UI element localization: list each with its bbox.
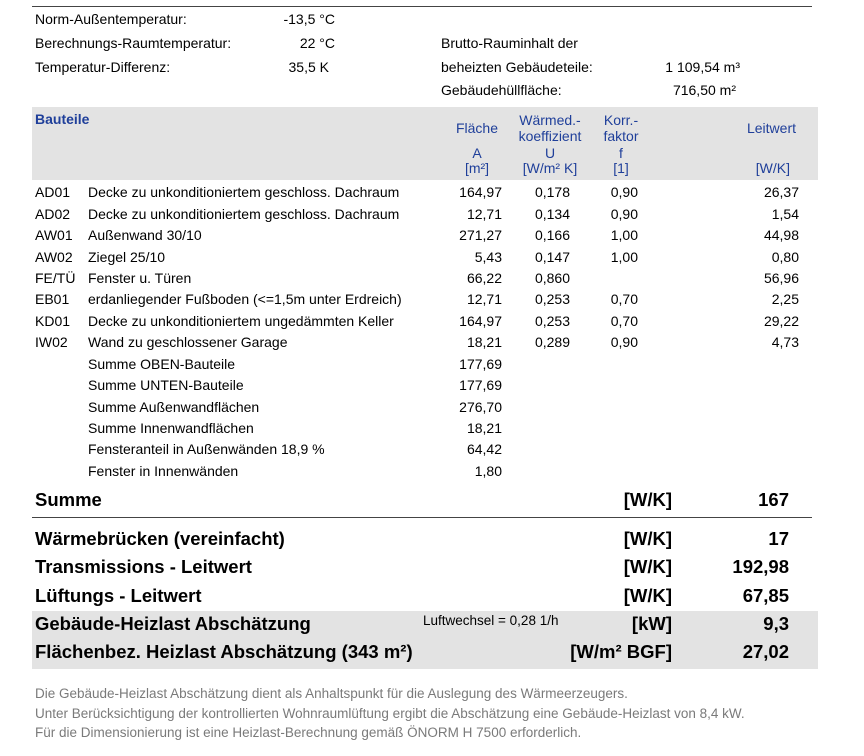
temp-diff-value: 35,5 K bbox=[288, 59, 329, 75]
summe-unit: [W/K] bbox=[623, 489, 672, 510]
row-name: Decke zu unkonditioniertem geschloss. Dachraum bbox=[88, 184, 400, 200]
row-name: Decke zu unkonditioniertem geschloss. Dachraum bbox=[88, 206, 400, 222]
row-u: 0,147 bbox=[534, 249, 570, 265]
row-u: 0,166 bbox=[534, 227, 570, 243]
row-leitwert: 0,80 bbox=[771, 249, 799, 265]
row-leitwert: 56,96 bbox=[763, 270, 799, 286]
footer-line-2: Unter Berücksichtigung der kontrollierten Wohnraumlüftung ergibt die Abschätzung eine Gebäude-Heizlast von 8,4 kW. bbox=[35, 706, 745, 721]
wb-unit: [W/K] bbox=[623, 528, 672, 549]
sum-area: 1,80 bbox=[474, 463, 502, 479]
sum-name: Summe Innenwandflächen bbox=[88, 420, 254, 436]
row-area: 164,97 bbox=[459, 184, 502, 200]
row-leitwert: 2,25 bbox=[771, 291, 799, 307]
row-u: 0,253 bbox=[534, 313, 570, 329]
row-f: 1,00 bbox=[610, 227, 638, 243]
row-code: FE/TÜ bbox=[35, 270, 76, 286]
sum-name: Summe Außenwandflächen bbox=[88, 399, 260, 415]
row-leitwert: 29,22 bbox=[763, 313, 799, 329]
row-code: AD01 bbox=[35, 184, 71, 200]
room-temp-label: Berechnungs-Raumtemperatur: bbox=[35, 35, 232, 51]
row-f: 1,00 bbox=[610, 249, 638, 265]
heizlast-label: Gebäude-Heizlast Abschätzung bbox=[35, 613, 311, 634]
sum-area: 64,42 bbox=[466, 441, 502, 457]
footer-line-3: Für die Dimensionierung ist eine Heizlast-Berechnung gemäß ÖNORM H 7500 erforderlich. bbox=[35, 725, 582, 740]
col-u-unit: [W/m² K] bbox=[522, 160, 578, 176]
col-flaeche-unit: [m²] bbox=[464, 160, 490, 176]
row-area: 164,97 bbox=[459, 313, 502, 329]
summe-label: Summe bbox=[35, 489, 102, 510]
row-u: 0,289 bbox=[534, 334, 570, 350]
sum-name: Fensteranteil in Außenwänden 18,9 % bbox=[88, 441, 325, 457]
row-code: AW01 bbox=[35, 227, 73, 243]
sum-name: Summe OBEN-Bauteile bbox=[88, 356, 236, 372]
luft-label: Lüftungs - Leitwert bbox=[35, 585, 202, 606]
trans-unit: [W/K] bbox=[623, 556, 672, 577]
brutto-value: 1 109,54 m³ bbox=[665, 59, 740, 75]
row-f: 0,90 bbox=[610, 334, 638, 350]
top-rule bbox=[32, 6, 812, 7]
row-f: 0,90 bbox=[610, 206, 638, 222]
row-code: EB01 bbox=[35, 291, 70, 307]
row-area: 5,43 bbox=[474, 249, 502, 265]
heizlast-value: 9,3 bbox=[763, 613, 789, 634]
col-u-sym: U bbox=[544, 145, 556, 161]
row-area: 66,22 bbox=[466, 270, 502, 286]
trans-value: 192,98 bbox=[732, 556, 789, 577]
row-code: AW02 bbox=[35, 249, 73, 265]
row-name: erdanliegender Fußboden (<=1,5m unter Erdreich) bbox=[88, 291, 402, 307]
row-area: 12,71 bbox=[466, 206, 502, 222]
huell-label: Gebäudehüllfläche: bbox=[441, 82, 562, 98]
row-u: 0,253 bbox=[534, 291, 570, 307]
row-name: Außenwand 30/10 bbox=[88, 227, 202, 243]
row-leitwert: 1,54 bbox=[771, 206, 799, 222]
row-leitwert: 26,37 bbox=[763, 184, 799, 200]
sum-name: Summe UNTEN-Bauteile bbox=[88, 377, 244, 393]
col-leitwert: Leitwert bbox=[746, 120, 796, 136]
luft-value: 67,85 bbox=[742, 585, 789, 606]
row-area: 12,71 bbox=[466, 291, 502, 307]
totals-divider bbox=[32, 517, 812, 518]
footer-line-1: Die Gebäude-Heizlast Abschätzung dient als Anhaltspunkt für die Auslegung des Wärmeerzeugers. bbox=[35, 686, 628, 701]
row-name: Ziegel 25/10 bbox=[88, 249, 166, 265]
row-f: 0,70 bbox=[610, 313, 638, 329]
flaechen-heizlast-value: 27,02 bbox=[742, 641, 789, 662]
trans-label: Transmissions - Leitwert bbox=[35, 556, 252, 577]
norm-temp-label: Norm-Außentemperatur: bbox=[35, 11, 187, 27]
row-code: AD02 bbox=[35, 206, 71, 222]
row-name: Wand zu geschlossener Garage bbox=[88, 334, 288, 350]
row-u: 0,178 bbox=[534, 184, 570, 200]
row-area: 18,21 bbox=[466, 334, 502, 350]
luft-unit: [W/K] bbox=[623, 585, 672, 606]
row-name: Decke zu unkonditioniertem ungedämmten Keller bbox=[88, 313, 394, 329]
sum-name: Fenster in Innenwänden bbox=[88, 463, 239, 479]
room-temp-value: 22 °C bbox=[299, 35, 335, 51]
row-u: 0,134 bbox=[534, 206, 570, 222]
row-u: 0,860 bbox=[534, 270, 570, 286]
row-f: 0,90 bbox=[610, 184, 638, 200]
row-leitwert: 44,98 bbox=[763, 227, 799, 243]
col-flaeche-sym: A bbox=[472, 145, 482, 161]
summe-value: 167 bbox=[758, 489, 789, 510]
col-f-sym: f bbox=[619, 145, 623, 161]
col-f-unit: [1] bbox=[613, 160, 629, 176]
brutto-label-2: beheizten Gebäudeteile: bbox=[441, 59, 593, 75]
norm-temp-value: -13,5 °C bbox=[283, 11, 335, 27]
row-f: 0,70 bbox=[610, 291, 638, 307]
sum-area: 177,69 bbox=[459, 377, 502, 393]
col-u-1: Wärmed.- bbox=[519, 112, 581, 128]
col-u-2: koeffizient bbox=[518, 128, 582, 144]
row-area: 271,27 bbox=[459, 227, 502, 243]
col-f-1: Korr.- bbox=[603, 112, 639, 128]
row-code: IW02 bbox=[35, 334, 68, 350]
row-code: KD01 bbox=[35, 313, 71, 329]
col-f-2: faktor bbox=[603, 128, 639, 144]
heizlast-unit: [kW] bbox=[631, 613, 672, 634]
huell-value: 716,50 m² bbox=[672, 82, 736, 98]
sum-area: 276,70 bbox=[459, 399, 502, 415]
sum-area: 18,21 bbox=[466, 420, 502, 436]
temp-diff-label: Temperatur-Differenz: bbox=[35, 59, 171, 75]
col-bauteile: Bauteile bbox=[35, 111, 90, 127]
flaechen-heizlast-label: Flächenbez. Heizlast Abschätzung (343 m²) bbox=[35, 641, 413, 662]
col-leitwert-unit: [W/K] bbox=[755, 160, 790, 176]
row-name: Fenster u. Türen bbox=[88, 270, 192, 286]
luftwechsel-note: Luftwechsel = 0,28 1/h bbox=[423, 613, 559, 628]
wb-label: Wärmebrücken (vereinfacht) bbox=[35, 528, 285, 549]
row-leitwert: 4,73 bbox=[771, 334, 799, 350]
wb-value: 17 bbox=[768, 528, 789, 549]
col-flaeche: Fläche bbox=[455, 120, 499, 136]
sum-area: 177,69 bbox=[459, 356, 502, 372]
flaechen-heizlast-unit: [W/m² BGF] bbox=[570, 641, 672, 662]
brutto-label-1: Brutto-Rauminhalt der bbox=[441, 35, 578, 51]
